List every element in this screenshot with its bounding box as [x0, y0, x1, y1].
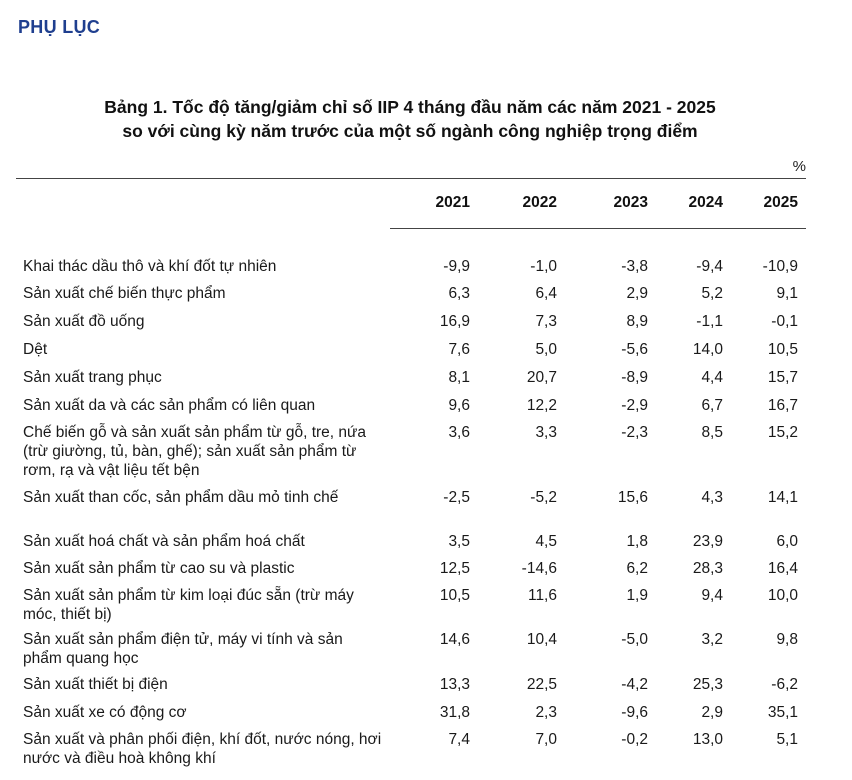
table-title — [0, 95, 820, 143]
value-2025: 35,1 — [767, 704, 798, 721]
value-2023: -8,9 — [621, 369, 648, 386]
value-2022: 4,5 — [535, 533, 557, 550]
value-2024: 25,3 — [692, 676, 723, 693]
row-label: Dệt — [23, 341, 48, 358]
value-2023: -0,2 — [621, 731, 648, 748]
value-2024: 14,0 — [692, 341, 723, 358]
value-2024: 4,4 — [701, 369, 723, 386]
value-2025: 16,7 — [767, 397, 798, 414]
value-2022: 22,5 — [526, 676, 557, 693]
value-2025: -6,2 — [771, 676, 798, 693]
value-2021: 16,9 — [439, 313, 470, 330]
value-2021: -2,5 — [443, 489, 470, 506]
value-2021: 3,6 — [448, 424, 470, 441]
value-2025: 16,4 — [767, 560, 798, 577]
table-title-line-1: Bảng 1. Tốc độ tăng/giảm chỉ số IIP 4 tháng đầu năm các năm 2021 - 2025 — [104, 97, 716, 117]
row-label: Chế biến gỗ và sản xuất sản phẩm từ gỗ, tre, nứa (trừ giường, tủ, bàn, ghế); sản xuất sản phẩm từ rơm, rạ và vật liệu tết bện — [23, 424, 367, 479]
value-2024: -1,1 — [696, 313, 723, 330]
year-header-2024: 2024 — [688, 194, 723, 211]
value-2021: 7,4 — [448, 731, 470, 748]
table-title-line-2: so với cùng kỳ năm trước của một số ngành công nghiệp trọng điểm — [122, 121, 698, 141]
value-2022: -5,2 — [530, 489, 557, 506]
value-2023: -3,8 — [621, 258, 648, 275]
value-2023: -2,3 — [621, 424, 648, 441]
value-2021: 10,5 — [439, 587, 470, 604]
table-top-rule — [16, 178, 806, 179]
value-2022: 3,3 — [535, 424, 557, 441]
value-2022: 7,3 — [535, 313, 557, 330]
value-2025: -10,9 — [762, 258, 798, 275]
row-label: Sản xuất sản phẩm từ kim loại đúc sẵn (trừ máy móc, thiết bị) — [23, 587, 354, 623]
row-label: Khai thác dầu thô và khí đốt tự nhiên — [23, 258, 277, 275]
value-2023: 2,9 — [626, 285, 648, 302]
value-2024: 28,3 — [692, 560, 723, 577]
value-2025: -0,1 — [771, 313, 798, 330]
value-2021: 9,6 — [448, 397, 470, 414]
value-2022: 2,3 — [535, 704, 557, 721]
value-2022: 5,0 — [535, 341, 557, 358]
value-2022: 11,6 — [527, 587, 557, 604]
unit-label: % — [792, 158, 806, 175]
row-label: Sản xuất sản phẩm điện tử, máy vi tính và sản phẩm quang học — [23, 631, 343, 667]
value-2022: 6,4 — [535, 285, 557, 302]
header-bottom-rule — [390, 228, 806, 229]
year-header-2022: 2022 — [522, 194, 557, 211]
value-2023: -5,6 — [621, 341, 648, 358]
value-2024: 8,5 — [701, 424, 723, 441]
value-2024: 5,2 — [701, 285, 723, 302]
value-2023: 15,6 — [617, 489, 648, 506]
row-label: Sản xuất chế biến thực phẩm — [23, 285, 226, 302]
value-2023: 1,8 — [626, 533, 648, 550]
year-header-2023: 2023 — [613, 194, 648, 211]
value-2023: -5,0 — [621, 631, 648, 648]
value-2024: 13,0 — [692, 731, 723, 748]
value-2021: 7,6 — [448, 341, 470, 358]
appendix-heading: PHỤ LỤC — [18, 17, 101, 37]
value-2025: 5,1 — [776, 731, 798, 748]
row-label: Sản xuất da và các sản phẩm có liên quan — [23, 397, 316, 414]
value-2021: 12,5 — [439, 560, 470, 577]
row-label: Sản xuất trang phục — [23, 369, 162, 386]
value-2025: 15,2 — [767, 424, 798, 441]
value-2023: -2,9 — [621, 397, 648, 414]
value-2021: 14,6 — [439, 631, 470, 648]
row-label: Sản xuất đồ uống — [23, 313, 145, 330]
value-2025: 10,5 — [767, 341, 798, 358]
value-2025: 14,1 — [767, 489, 798, 506]
value-2024: 23,9 — [692, 533, 723, 550]
value-2022: -14,6 — [521, 560, 557, 577]
value-2024: 4,3 — [701, 489, 723, 506]
row-label: Sản xuất thiết bị điện — [23, 676, 168, 693]
value-2021: 31,8 — [439, 704, 470, 721]
row-label: Sản xuất hoá chất và sản phẩm hoá chất — [23, 533, 305, 550]
value-2023: 8,9 — [626, 313, 648, 330]
value-2023: -4,2 — [621, 676, 648, 693]
row-label: Sản xuất than cốc, sản phẩm dầu mỏ tinh chế — [23, 489, 339, 506]
value-2022: 7,0 — [535, 731, 557, 748]
value-2025: 9,1 — [776, 285, 798, 302]
value-2024: 2,9 — [701, 704, 723, 721]
value-2021: 3,5 — [448, 533, 470, 550]
row-label: Sản xuất sản phẩm từ cao su và plastic — [23, 560, 295, 577]
value-2021: 8,1 — [448, 369, 470, 386]
value-2023: 1,9 — [626, 587, 648, 604]
value-2024: -9,4 — [696, 258, 723, 275]
year-header-2025: 2025 — [763, 194, 798, 211]
value-2025: 9,8 — [776, 631, 798, 648]
value-2022: 12,2 — [526, 397, 557, 414]
value-2025: 15,7 — [767, 369, 798, 386]
value-2024: 3,2 — [701, 631, 723, 648]
value-2022: -1,0 — [530, 258, 557, 275]
value-2021: 6,3 — [448, 285, 470, 302]
value-2023: 6,2 — [626, 560, 648, 577]
row-label: Sản xuất và phân phối điện, khí đốt, nước nóng, hơi nước và điều hoà không khí — [23, 731, 382, 767]
value-2023: -9,6 — [621, 704, 648, 721]
value-2022: 10,4 — [526, 631, 557, 648]
value-2021: 13,3 — [439, 676, 470, 693]
value-2024: 6,7 — [701, 397, 723, 414]
year-header-2021: 2021 — [435, 194, 470, 211]
value-2024: 9,4 — [701, 587, 723, 604]
value-2025: 6,0 — [776, 533, 798, 550]
value-2022: 20,7 — [526, 369, 557, 386]
value-2021: -9,9 — [443, 258, 470, 275]
value-2025: 10,0 — [767, 587, 798, 604]
row-label: Sản xuất xe có động cơ — [23, 704, 187, 721]
